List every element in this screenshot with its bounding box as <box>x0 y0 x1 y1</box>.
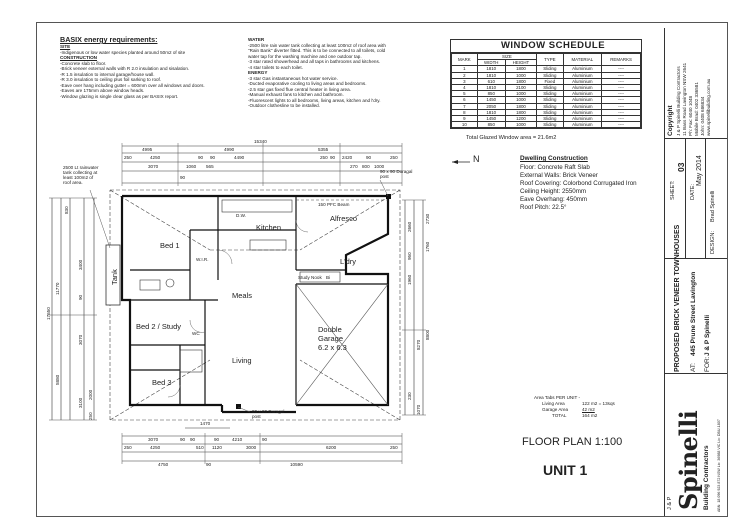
area-garage-label: Garage Area <box>542 407 569 412</box>
dim-label: 90 <box>78 294 83 300</box>
window-cell-height: 1800 <box>505 66 536 72</box>
energy-line: -Fluorescent lights to all bedrooms, living areas, kitchen and l'dry. <box>248 97 381 103</box>
window-cell-remarks: ---- <box>602 84 641 90</box>
dim-label: 250 <box>390 445 398 450</box>
dwelling-line: Eave Overhang: 450mm <box>520 196 588 203</box>
dim-label: 1070 <box>416 404 421 415</box>
study-nook-label: Study Nook <box>298 275 322 280</box>
window-cell-material: Aluminium <box>563 78 602 84</box>
window-cell-mark: 3 <box>452 78 478 84</box>
dim-label: 1960 <box>407 274 412 285</box>
dim-label: 90 <box>180 175 186 180</box>
window-cell-width: 1810 <box>477 109 505 115</box>
water-line: "Rain Bank" diverter fitted. This is to be connected to all toilets, cold <box>248 48 386 53</box>
dwelling-line: Roof Pitch: 22.5° <box>520 204 567 211</box>
dim-label: 1120 <box>212 445 222 450</box>
dim-label: 90 <box>214 437 220 442</box>
dim-label: 2420 <box>342 155 353 160</box>
window-cell-height: 1000 <box>505 97 536 103</box>
dim-label: 230 <box>407 392 412 400</box>
window-cell-material: Aluminium <box>563 109 602 115</box>
water-line: -3 star rated showerhead and all taps in bathrooms and kitchens. <box>248 59 381 64</box>
post-note-bottom: 90 x 90 Duragal <box>252 409 285 414</box>
window-cell-height: 1800 <box>505 103 536 109</box>
window-cell-material: Aluminium <box>563 97 602 103</box>
abn-line: ABN: 18 096 923 872 NSW Lic: 36988 VIC Lic: DBU-1807 <box>717 419 721 512</box>
at-value: 445 Prune Street Lavington <box>690 271 697 356</box>
room-laundry: L'dry <box>340 257 357 266</box>
energy-line: -3 star Gas instantaneous hot water service. <box>248 75 338 81</box>
beam-label: 150 PFC Beam <box>318 202 350 207</box>
basix-title: BASIX energy requirements: <box>60 35 158 44</box>
col-material-header: MATERIAL <box>563 54 602 66</box>
room-bed-1: Bed 1 <box>160 241 180 250</box>
window-cell-width: 850 <box>477 91 505 97</box>
window-cell-remarks: ---- <box>602 66 641 72</box>
basix-site-line: -Indigenous or low water species planted around 50m2 of site <box>60 49 186 55</box>
tank-label: Tank <box>110 269 119 285</box>
window-cell-mark: 2 <box>452 72 478 78</box>
window-cell-remarks: ---- <box>602 78 641 84</box>
tank-note: tank collecting at <box>63 170 98 175</box>
basix-line: -R 3.0 insulation to ceiling plus foil sarking to roof. <box>60 77 162 82</box>
area-living-label: Living Area <box>542 401 565 406</box>
dim-label: 3000 <box>246 445 257 450</box>
dim-label: 3400 <box>78 259 83 270</box>
window-cell-remarks: ---- <box>602 97 641 103</box>
window-cell-width: 2050 <box>477 103 505 109</box>
post-note-bottom: post <box>252 414 261 419</box>
dim-label: 90 <box>190 437 196 442</box>
dim-label: 800 <box>362 164 370 169</box>
logo-subtitle: Building Contractors <box>703 445 710 510</box>
window-cell-material: Aluminium <box>563 91 602 97</box>
dim-label: 10590 <box>290 462 303 467</box>
window-cell-type: Fixed <box>537 78 563 84</box>
window-cell-type: Sliding <box>537 72 563 78</box>
dim-label: 90 <box>262 437 268 442</box>
north-label: N <box>473 154 480 164</box>
dwelling-line: Floor: Concrete Raft Slab <box>520 164 590 171</box>
window-cell-mark: 9 <box>452 115 478 121</box>
room-alfresco: Alfresco <box>330 214 358 223</box>
dim-label: 3070 <box>148 437 159 442</box>
dim-label: 3100 <box>78 397 83 408</box>
window-cell-material: Aluminium <box>563 115 602 121</box>
for-value: J & P Spinelli <box>704 314 711 356</box>
window-cell-type: Sliding <box>537 91 563 97</box>
dim-label: 4250 <box>150 445 161 450</box>
area-living-value: 122 m2 = 13sqs <box>582 401 615 406</box>
design-label: DESIGN: <box>710 230 716 254</box>
energy-line: -Ducted evaporative cooling to living areas and bedrooms. <box>248 81 367 86</box>
energy-line: -Manual exhaust fans to kitchen and bathroom. <box>248 92 344 97</box>
dim-label: 3070 <box>78 334 83 345</box>
date-value: May 2014 <box>696 155 703 186</box>
dim-label: 90 <box>180 437 186 442</box>
dim-label: 250 <box>390 155 398 160</box>
dwelling-line: External Walls: Brick Veneer <box>520 172 598 179</box>
window-cell-type: Sliding <box>537 66 563 72</box>
room-living: Living <box>232 356 252 365</box>
window-schedule-title: WINDOW SCHEDULE <box>451 40 641 53</box>
window-cell-width: 610 <box>477 78 505 84</box>
room-garage-line2: Garage <box>318 334 344 343</box>
dim-label: 1000 <box>374 164 385 169</box>
dim-label: 2660 <box>407 221 412 232</box>
tank-note: least 100m2 of <box>63 175 94 180</box>
window-cell-mark: 5 <box>452 91 478 97</box>
dim-label: 5880 <box>55 374 60 385</box>
dishwasher-label: D.W. <box>236 213 246 218</box>
area-total-value: 164 m2 <box>582 413 598 418</box>
basix-line: -Brick veneer external walls with R 2.0 insulation and sisalation. <box>60 66 190 71</box>
window-cell-height: 1800 <box>505 78 536 84</box>
energy-heading: ENERGY <box>248 70 268 75</box>
date-label: DATE: <box>690 183 696 200</box>
wir-label: W.I.R. <box>196 257 209 262</box>
water-heading: WATER <box>248 37 265 42</box>
dim-label: 250 <box>124 155 132 160</box>
window-cell-type: Sliding <box>537 103 563 109</box>
energy-line: -2.5 star gas fixed flue central heater in living area. <box>248 86 351 92</box>
window-cell-remarks: ---- <box>602 103 641 109</box>
design-value: Brad Spinelli <box>710 190 716 222</box>
col-type-header: TYPE <box>537 54 563 66</box>
dim-label: 90 <box>366 155 372 160</box>
dim-label: 830 <box>64 206 69 214</box>
basix-line: -Window glazing is single clear glass as per BASIX report. <box>60 93 179 99</box>
dim-label: 17650 <box>46 307 51 320</box>
window-cell-type: Sliding <box>537 97 563 103</box>
copyright-line: Ph: Fax: 6040 1048 <box>688 95 693 136</box>
room-garage-size: 6.2 x 6.3 <box>318 343 347 352</box>
window-cell-remarks: ---- <box>602 122 641 128</box>
energy-line: -Outdoor clothesline to be installed. <box>248 103 321 108</box>
basix-line: -Concrete slab to floor. <box>60 60 107 66</box>
dim-label: 4210 <box>232 437 243 442</box>
logo-spinelli: Spinelli <box>674 410 703 510</box>
dim-label: 2000 <box>88 389 93 400</box>
water-line: water tap for the washing machine and one outdoor tap. <box>248 53 362 59</box>
window-cell-mark: 7 <box>452 103 478 109</box>
dim-label: 90 <box>198 155 204 160</box>
logo-jp: J & P <box>667 496 673 510</box>
dim-label: 8270 <box>416 339 421 350</box>
dim-label: 1760 <box>425 241 430 252</box>
window-cell-width: 1810 <box>477 72 505 78</box>
basix-line: -Eave over hang including gutter = 600mm over all windows and doors. <box>60 82 205 88</box>
window-cell-height: 2100 <box>505 84 536 90</box>
dim-label: 565 <box>206 164 214 169</box>
dwelling-title: Dwelling Construction <box>520 155 588 162</box>
glazed-area-total: Total Glazed Window area = 21.6m2 <box>466 135 557 141</box>
dim-label: 15340 <box>254 139 267 144</box>
dim-label: 950 <box>407 252 412 260</box>
col-mark-header: MARK <box>452 54 478 66</box>
window-cell-remarks: ---- <box>602 109 641 115</box>
dim-label: 4995 <box>142 147 153 152</box>
for-label: FOR: <box>704 356 711 372</box>
dwelling-line: Ceiling Height: 2550mm <box>520 188 587 195</box>
dim-label: 250 <box>88 412 93 420</box>
room-kitchen: Kitchen <box>256 223 282 232</box>
post-note-top: 90 x 90 Duragal <box>380 169 413 174</box>
window-cell-type: Sliding <box>537 122 563 128</box>
unit-title: UNIT 1 <box>543 462 588 478</box>
window-cell-material: Aluminium <box>563 84 602 90</box>
col-width-header: WIDTH <box>477 60 505 66</box>
water-line: -4 star toilets to each toilet. <box>248 64 303 70</box>
window-cell-mark: 4 <box>452 84 478 90</box>
window-cell-width: 1810 <box>477 66 505 72</box>
dim-label: 1470 <box>200 421 211 426</box>
area-garage-value: 42 m2 <box>582 407 595 412</box>
basix-site-heading: SITE <box>60 44 71 49</box>
room-bed-2-study: Bed 2 / Study <box>136 322 182 331</box>
copyright-line: John: 0408 686834 <box>700 96 705 136</box>
dim-label: 90 <box>330 155 336 160</box>
window-cell-width: 1810 <box>477 84 505 90</box>
window-cell-height: 1800 <box>505 109 536 115</box>
at-label: AT: <box>690 363 697 372</box>
dim-label: 4490 <box>234 155 245 160</box>
dim-label: 11770 <box>55 282 60 295</box>
tank-note: roof area. <box>63 180 83 185</box>
window-cell-type: Sliding <box>537 84 563 90</box>
dim-label: 510 <box>196 445 204 450</box>
window-cell-height: 1000 <box>505 122 536 128</box>
water-line: -2500 litre rain water tank collecting at least 100m2 of roof area with <box>248 42 386 48</box>
dim-label: 250 <box>124 445 132 450</box>
copyright-line: J & P Spinelli Building Contractors <box>676 66 681 136</box>
dim-label: 2730 <box>425 213 430 224</box>
dim-label: 90 <box>206 462 212 467</box>
window-cell-remarks: ---- <box>602 91 641 97</box>
window-cell-remarks: ---- <box>602 72 641 78</box>
dim-label: 4750 <box>158 462 169 467</box>
tank-note: 2500 Lt rainwater <box>63 165 99 170</box>
room-meals: Meals <box>232 291 253 300</box>
window-cell-height: 1000 <box>505 72 536 78</box>
window-cell-type: Sliding <box>537 115 563 121</box>
area-title: Area Tabs PER UNIT - <box>534 395 581 400</box>
copyright-line: Mobile Brad: 0402 336581 <box>694 82 699 136</box>
window-cell-mark: 8 <box>452 109 478 115</box>
basix-line: -R 1.5 insulation to internal garage/house wall. <box>60 71 155 77</box>
dim-label: 3070 <box>148 164 159 169</box>
sheet-value: 03 <box>676 162 686 172</box>
bi-label: Bi <box>326 275 331 280</box>
basix-line: -Eaves are 175mm above window heads. <box>60 88 145 93</box>
window-cell-material: Aluminium <box>563 72 602 78</box>
col-remarks-header: REMARKS <box>602 54 641 66</box>
dim-label: 8800 <box>425 329 430 340</box>
window-cell-width: 1450 <box>477 97 505 103</box>
room-bed-3: Bed 3 <box>152 378 172 387</box>
window-cell-mark: 6 <box>452 97 478 103</box>
window-cell-height: 1200 <box>505 115 536 121</box>
window-cell-width: 850 <box>477 122 505 128</box>
project-title: PROPOSED BRICK VENEER TOWNHOUSES <box>674 224 681 372</box>
dim-label: 90 <box>210 155 216 160</box>
col-size-header: SIZE <box>477 54 536 60</box>
dim-label: 6200 <box>326 445 337 450</box>
area-total-label: TOTAL <box>552 413 567 418</box>
room-garage-line1: Double <box>318 325 342 334</box>
dwelling-line: Roof Covering: Colorbond Corrugated Iron <box>520 180 637 187</box>
wc-label: WC <box>192 331 200 336</box>
post-note-top: post <box>380 174 389 179</box>
dim-label: 5355 <box>318 147 329 152</box>
copyright-heading: Copyright <box>667 105 674 136</box>
window-cell-material: Aluminium <box>563 103 602 109</box>
dim-label: 4990 <box>224 147 235 152</box>
dim-label: 250 <box>320 155 328 160</box>
window-cell-remarks: ---- <box>602 115 641 121</box>
dim-label: 4250 <box>150 155 161 160</box>
window-cell-material: Aluminium <box>563 122 602 128</box>
window-cell-width: 1450 <box>477 115 505 121</box>
window-cell-mark: 10 <box>452 122 478 128</box>
copyright-line: www.spinellibuilding.com.au <box>706 78 711 136</box>
basix-construction-heading: CONSTRUCTION <box>60 55 98 60</box>
floor-plan-title: FLOOR PLAN 1:100 <box>522 436 623 448</box>
dim-label: 270 <box>350 164 358 169</box>
col-height-header: HEIGHT <box>505 60 536 66</box>
dim-label: 1060 <box>186 164 197 169</box>
window-cell-mark: 1 <box>452 66 478 72</box>
window-cell-type: Sliding <box>537 109 563 115</box>
copyright-line: 11 Bass Road Lavington NSW 2641 <box>682 62 687 136</box>
sheet-label: SHEET: <box>670 180 676 200</box>
window-cell-height: 1000 <box>505 91 536 97</box>
window-cell-material: Aluminium <box>563 66 602 72</box>
